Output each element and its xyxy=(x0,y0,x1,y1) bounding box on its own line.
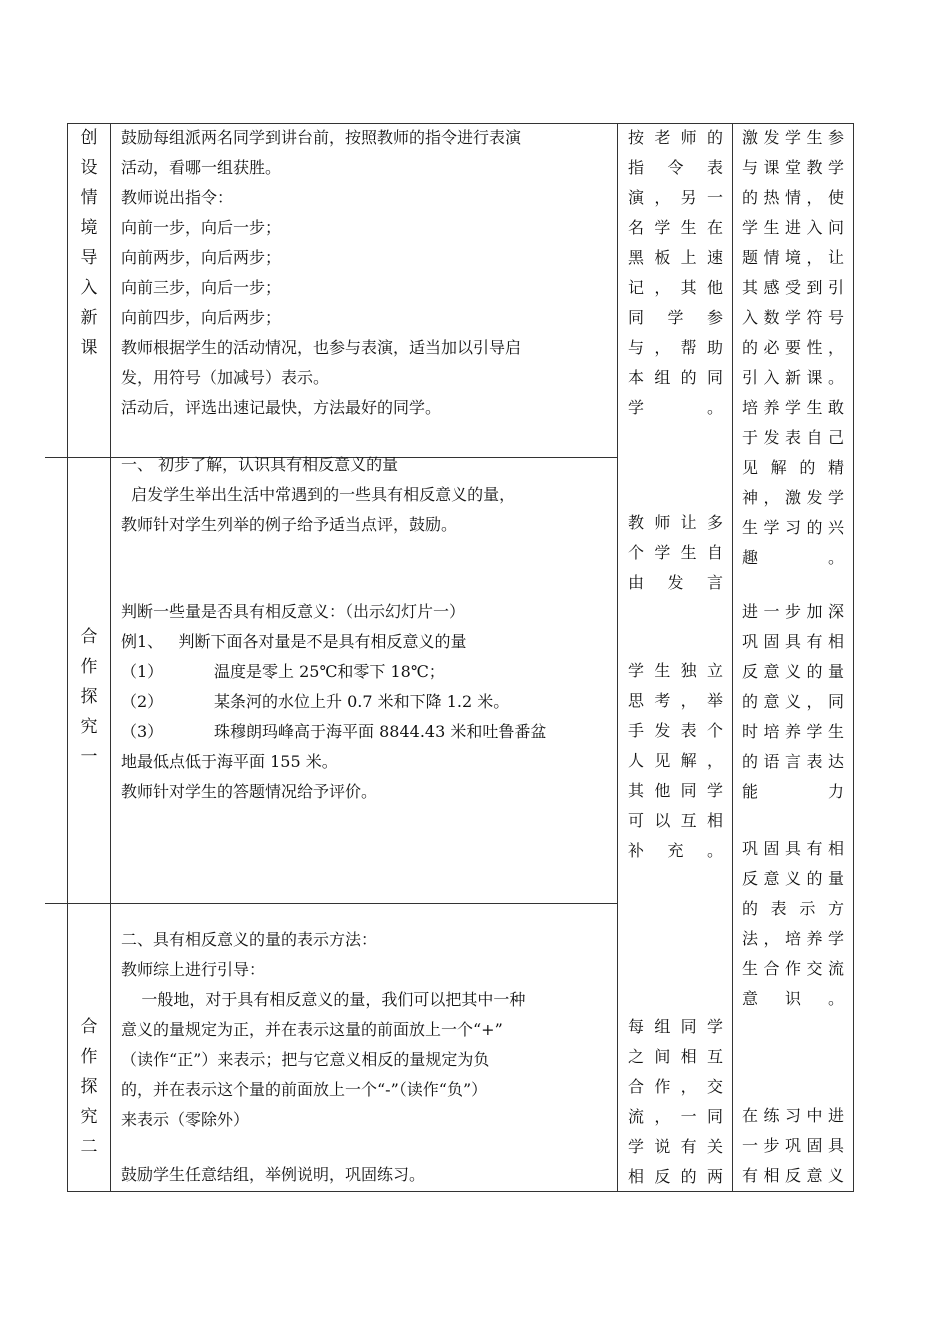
student-line: 学 说 有 关 xyxy=(628,1137,723,1156)
intent-line: 趣。 xyxy=(742,548,844,567)
content-line: 判断一些量是否具有相反意义：（出示幻灯片一） xyxy=(121,602,466,621)
stage-char: 境 xyxy=(80,218,98,238)
student-line: 指 令 表 xyxy=(628,158,723,177)
stage-char: 一 xyxy=(80,747,98,767)
row3-student-activity xyxy=(628,1012,723,1192)
student-line: 由发言 xyxy=(628,573,723,592)
intent-line: 题情境，让 xyxy=(742,248,844,267)
student-line: 同 学 参 xyxy=(628,308,723,327)
student-line: 演 ， 另 一 xyxy=(628,188,723,207)
row2-heading xyxy=(121,450,611,480)
content-line: 向前三步，向后一步； xyxy=(121,278,282,297)
content-line: 启发学生举出生活中常遇到的一些具有相反意义的量， xyxy=(121,485,516,504)
content-line: （2） 某条河的水位上升 0.7 米和下降 1.2 米。 xyxy=(121,692,510,711)
content-line: 教师针对学生的答题情况给予评价。 xyxy=(121,782,378,801)
stage-char: 情 xyxy=(80,188,98,208)
content-line: 鼓励每组派两名同学到讲台前，按照教师的指令进行表演 xyxy=(121,128,522,147)
intent-line: 能力 xyxy=(742,782,844,801)
intent-line: 见 解 的 精 xyxy=(742,458,844,477)
row2-intent-1 xyxy=(742,597,844,807)
student-line: 可 以 互 相 xyxy=(628,811,723,830)
content-line: 的，并在表示这个量的前面放上一个“-”（读作“负”） xyxy=(121,1080,488,1099)
stage-label-1 xyxy=(72,123,106,363)
student-line: 流 ， 一 同 xyxy=(628,1107,723,1126)
content-line: （读作“正”）来表示；把与它意义相反的量规定为负 xyxy=(121,1050,490,1069)
stage-char: 新 xyxy=(80,308,98,328)
row3-practice-text: 鼓励学生任意结组，举例说明，巩固练习。 xyxy=(121,1165,426,1184)
content-line: 教师根据学生的活动情况，也参与表演，适当加以引导启 xyxy=(121,338,522,357)
content-line: 向前两步，向后两步； xyxy=(121,248,282,267)
stage-char: 设 xyxy=(80,158,98,178)
stage-char: 导 xyxy=(80,248,98,268)
student-line: 名 学 生 在 xyxy=(628,218,723,237)
intent-line: 与课堂教学 xyxy=(742,158,844,177)
intent-line: 于发表自己 xyxy=(742,428,844,447)
stage-char: 探 xyxy=(80,1077,98,1097)
student-line: 学。 xyxy=(628,398,723,417)
stage-label-2 xyxy=(72,622,106,772)
intent-line: 其感受到引 xyxy=(742,278,844,297)
row2-intent-2 xyxy=(742,834,844,1014)
stage-char: 二 xyxy=(80,1137,98,1157)
content-line: 例1、 判断下面各对量是不是具有相反意义的量 xyxy=(121,632,467,651)
content-line: 活动，看哪一组获胜。 xyxy=(121,158,282,177)
row2-content xyxy=(121,480,611,540)
intent-line: 反意义的量 xyxy=(742,662,844,681)
intent-line: 巩固具有相 xyxy=(742,839,844,858)
intent-line: 巩固具有相 xyxy=(742,632,844,651)
content-line: 教师综上进行引导： xyxy=(121,960,266,979)
content-line: 来表示（零除外） xyxy=(121,1110,250,1129)
row2-student-activity-1 xyxy=(628,508,723,598)
student-line: 本 组 的 同 xyxy=(628,368,723,387)
content-line: 一般地，对于具有相反意义的量，我们可以把其中一种 xyxy=(121,990,526,1009)
intent-line: 入数学符号 xyxy=(742,308,844,327)
col-border-stage xyxy=(110,123,111,1192)
intent-line: 的 表 示 方 xyxy=(742,899,844,918)
intent-line: 时培养学生 xyxy=(742,722,844,741)
content-line: 发，用符号（加减号）表示。 xyxy=(121,368,330,387)
student-line: 之 间 相 互 xyxy=(628,1047,723,1066)
row2-heading-text: 一、 初步了解，认识具有相反意义的量 xyxy=(121,455,399,474)
intent-line: 的必要性， xyxy=(742,338,844,357)
stage-char: 合 xyxy=(80,1017,98,1037)
content-line: 活动后，评选出速记最快，方法最好的同学。 xyxy=(121,398,442,417)
row-divider-2 xyxy=(45,903,617,904)
student-line: 思 考 ， 举 xyxy=(628,691,723,710)
content-line: 向前四步，向后两步； xyxy=(121,308,282,327)
intent-line: 神，激发学 xyxy=(742,488,844,507)
stage-char: 课 xyxy=(80,338,98,358)
row1-student-activity xyxy=(628,123,723,423)
row3-intent xyxy=(742,1101,844,1191)
student-line: 其 他 同 学 xyxy=(628,781,723,800)
row3-content xyxy=(121,925,611,1135)
intent-line: 在练习中进 xyxy=(742,1106,844,1125)
intent-line: 法，培养学 xyxy=(742,929,844,948)
stage-char: 入 xyxy=(80,278,98,298)
stage-char: 合 xyxy=(80,627,98,647)
student-line: 黑 板 上 速 xyxy=(628,248,723,267)
row3-content-practice xyxy=(121,1160,611,1190)
col-border-right xyxy=(853,123,854,1192)
col-border-left xyxy=(67,123,68,1192)
student-line: 人 见 解 ， xyxy=(628,751,723,770)
stage-char: 探 xyxy=(80,687,98,707)
content-line: 教师说出指令： xyxy=(121,188,234,207)
stage-char: 作 xyxy=(80,657,98,677)
student-line: 合 作 ， 交 xyxy=(628,1077,723,1096)
intent-line: 培养学生敢 xyxy=(742,398,844,417)
student-line: 学 生 独 立 xyxy=(628,661,723,680)
intent-line: 的意义，同 xyxy=(742,692,844,711)
row1-content xyxy=(121,123,611,423)
stage-char: 究 xyxy=(80,1107,98,1127)
content-line: （1） 温度是零上 25℃和零下 18℃； xyxy=(121,662,445,681)
intent-line: 有相反意义 xyxy=(742,1166,844,1185)
intent-line: 学生进入问 xyxy=(742,218,844,237)
intent-line: 激发学生参 xyxy=(742,128,844,147)
student-line: 个 学 生 自 xyxy=(628,543,723,562)
student-line: 与 ， 帮 助 xyxy=(628,338,723,357)
intent-line: 意识。 xyxy=(742,989,844,1008)
content-line: （3） 珠穆朗玛峰高于海平面 8844.43 米和吐鲁番盆 xyxy=(121,722,547,741)
design-intent-column xyxy=(742,123,844,573)
stage-char: 究 xyxy=(80,717,98,737)
row2-content-examples xyxy=(121,597,611,807)
student-line: 每 组 同 学 xyxy=(628,1017,723,1036)
stage-char: 创 xyxy=(80,128,98,148)
student-line: 手 发 表 个 xyxy=(628,721,723,740)
content-line: 意义的量规定为正，并在表示这量的前面放上一个“+” xyxy=(121,1020,503,1039)
row2-student-activity-2 xyxy=(628,656,723,866)
student-line: 记 ， 其 他 xyxy=(628,278,723,297)
col-border-student xyxy=(732,123,733,1192)
col-border-content xyxy=(617,123,618,1192)
content-line: 二、具有相反意义的量的表示方法： xyxy=(121,930,378,949)
student-line: 相 反 的 两 xyxy=(628,1167,723,1186)
intent-line: 进一步加深 xyxy=(742,602,844,621)
table-bottom-border xyxy=(67,1191,854,1192)
intent-line: 引入新课。 xyxy=(742,368,844,387)
intent-line: 的语言表达 xyxy=(742,752,844,771)
student-line: 补充。 xyxy=(628,841,723,860)
content-line: 教师针对学生列举的例子给予适当点评，鼓励。 xyxy=(121,515,458,534)
intent-line: 反意义的量 xyxy=(742,869,844,888)
content-line: 向前一步，向后一步； xyxy=(121,218,282,237)
intent-line: 一步巩固具 xyxy=(742,1136,844,1155)
student-line: 教 师 让 多 xyxy=(628,513,723,532)
student-line: 按 老 师 的 xyxy=(628,128,723,147)
content-line: 地最低点低于海平面 155 米。 xyxy=(121,752,338,771)
intent-line: 生学习的兴 xyxy=(742,518,844,537)
intent-line: 的热情，使 xyxy=(742,188,844,207)
stage-char: 作 xyxy=(80,1047,98,1067)
stage-label-3 xyxy=(72,1012,106,1162)
intent-line: 生合作交流 xyxy=(742,959,844,978)
